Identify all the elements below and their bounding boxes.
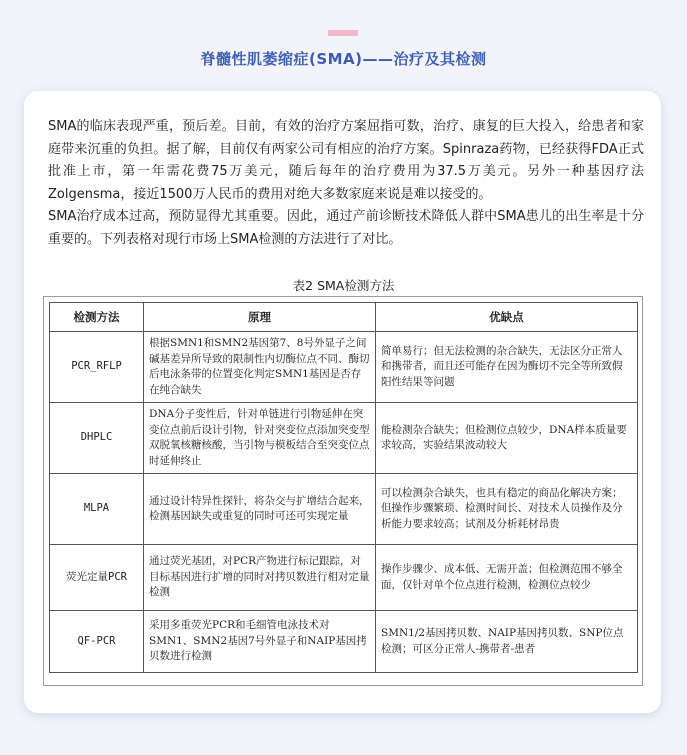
principle-cell: 通过荧光基团，对PCR产物进行标记跟踪，对目标基因进行扩增的同时对拷贝数进行相对定量检测 [144,545,376,611]
table-header-row [50,303,638,332]
table-frame [43,296,643,686]
paragraph-prevention: SMA治疗成本过高，预防显得尤其重要。因此，通过产前诊断技术降低人群中SMA患儿的出生率是十分重要的。下列表格对现行市场上SMA检测的方法进行了对比。 [48,209,644,247]
principle-cell: 通过设计特异性探针，将杂交与扩增结合起来，检测基因缺失或重复的同时可还可实现定量 [144,474,376,545]
principle-cell: 根据SMN1和SMN2基因第7、8号外显子之间碱基差异所导致的限制性内切酶位点不同、酶切后电泳条带的位置变化判定SMN1基因是否存在纯合缺失 [144,332,376,403]
principle-cell: DNA分子变性后，针对单链进行引物延伸在突变位点前后设计引物，针对突变位点添加突变型双脱氧核糖核酸，当引物与模板结合至突变位点时延伸终止 [144,403,376,474]
header-principle: 原理 [144,303,376,332]
pros-cons-cell: 能检测杂合缺失；但检测位点较少，DNA样本质量要求较高，实验结果波动较大 [376,403,638,474]
pros-cons-cell: SMN1/2基因拷贝数、NAIP基因拷贝数、SNP位点检测；可区分正常人-携带者-患者 [376,611,638,673]
article-body [48,116,644,251]
pros-cons-cell: 可以检测杂合缺失，也具有稳定的商品化解决方案；但操作步骤繁琐、检测时间长、对技术人员操作及分析能力要求较高；试剂及分析耗材昂贵 [376,474,638,545]
header-method: 检测方法 [50,303,144,332]
method-cell: DHPLC [50,403,144,474]
principle-cell: 采用多重荧光PCR和毛细管电泳技术对SMN1、SMN2基因7号外显子和NAIP基因拷贝数进行检测 [144,611,376,673]
table-row [50,403,638,474]
table-caption: 表2 SMA检测方法 [292,278,395,293]
pros-cons-cell: 操作步骤少、成本低、无需开盖；但检测范围不够全面，仅针对单个位点进行检测，检测位点较少 [376,545,638,611]
sma-detection-table [49,302,638,673]
table-row [50,474,638,545]
method-cell: PCR_RFLP [50,332,144,403]
header-pros-cons: 优缺点 [376,303,638,332]
method-cell: 荧光定量PCR [50,545,144,611]
table-row [50,545,638,611]
title-accent-bar [328,30,358,36]
method-cell: MLPA [50,474,144,545]
table-row [50,611,638,673]
page-title: 脊髓性肌萎缩症(SMA)——治疗及其检测 [200,50,487,68]
table-row [50,332,638,403]
method-cell: QF-PCR [50,611,144,673]
pros-cons-cell: 简单易行；但无法检测的杂合缺失，无法区分正常人和携带者，而且还可能存在因为酶切不完全等所致假阳性结果等问题 [376,332,638,403]
paragraph-treatment: SMA的临床表现严重，预后差。目前，有效的治疗方案屈指可数，治疗、康复的巨大投入，给患者和家庭带来沉重的负担。据了解，目前仅有两家公司有相应的治疗方案。Spinraza药物，已经获得FDA正式批准上市，第一年需花费75万美元，随后每年的治疗费用为37.5万美元。另外一种基因疗法Zolgensma，接近1500万人民币的费用对绝大多数家庭来说是难以接受的。 [48,119,644,202]
